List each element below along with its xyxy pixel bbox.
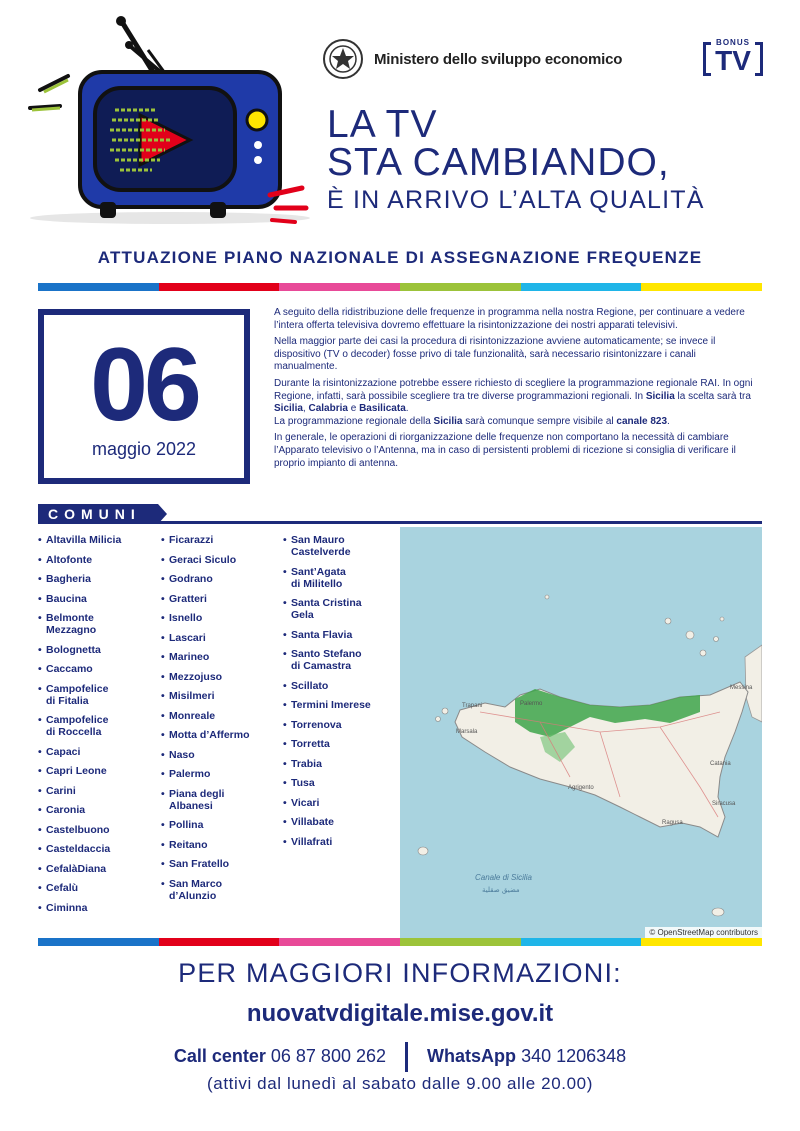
map-label-siracusa: Siracusa <box>712 801 736 807</box>
comune-item: • Sant’Agata di Militello <box>283 565 346 590</box>
bonus-tv-logo <box>703 38 763 78</box>
map-label-trapani: Trapani <box>462 703 483 709</box>
comune-item: • Bolognetta <box>38 643 101 656</box>
date-month-year: maggio 2022 <box>91 439 197 459</box>
comune-item: • Termini Imerese <box>283 699 371 711</box>
comune-item: • Altavilla Milicia <box>38 534 122 546</box>
comune-item: • Carini <box>38 784 76 797</box>
intro-paragraph-4: In generale, le operazioni di riorganizzazione delle frequenze non comportano la necessità di cambiare l’Apparato televisivo o l’Antenna, ma in caso di persistenti problemi di ricezione si consiglia di verificare il proprio impianto di antenna. <box>274 432 736 469</box>
comune-item: • Caronia <box>38 804 86 816</box>
comune-item: • Altofonte <box>38 553 93 566</box>
comune-item: • Campofelice di Roccella <box>38 714 109 738</box>
map-label-marsala: Marsala <box>456 729 478 735</box>
comune-item: • Capri Leone <box>38 765 107 777</box>
map-attribution: © OpenStreetMap contributors <box>645 927 762 938</box>
comune-item: • Isnello <box>161 612 203 624</box>
contacts-line <box>0 1042 800 1072</box>
whatsapp-label: WhatsApp <box>427 1045 517 1066</box>
comune-item: • Geraci Siculo <box>161 553 237 566</box>
comune-item: • Campofelice di Fitalia <box>38 682 109 707</box>
comune-item: • Scillato <box>283 679 329 692</box>
ministry-logo <box>322 38 622 80</box>
comune-item: • San Fratello <box>161 858 230 870</box>
comuni-title: COMUNI <box>38 504 158 524</box>
comune-item: • Naso <box>161 748 195 761</box>
comune-item: • Monreale <box>161 709 216 722</box>
callcenter-number[interactable]: 06 87 800 262 <box>270 1045 387 1066</box>
comune-item: • Bagheria <box>38 573 91 585</box>
callcenter-label: Call center <box>173 1045 266 1066</box>
comune-item: • CefalàDiana <box>38 862 107 875</box>
separator <box>405 1042 408 1072</box>
map-label-catania: Catania <box>710 761 731 767</box>
comune-item: • Trabia <box>283 757 322 770</box>
comune-item: • Gratteri <box>161 592 207 605</box>
map-label-palermo: Palermo <box>520 701 543 707</box>
comune-item: • Marineo <box>161 651 210 663</box>
intro-paragraph-3: Durante la risintonizzazione potrebbe essere richiesto di scegliere la programmazione regionale RAI. In ogni Regione, infatti, sarà possibile scegliere tra tre diverse programmazioni regionali. In Sicilia la scelta sarà tra Sicilia, Calabria e Basilicata. La programmazione regionale della Sicilia sarà comunque sempre visibile al canale 823. <box>274 377 753 427</box>
more-info-heading: PER MAGGIORI INFORMAZIONI: <box>178 958 622 988</box>
intro-paragraph-2: Nella maggior parte dei casi la procedura di risintonizzazione avviene automaticamente; se invece il dispositivo (TV o decoder) fosse privo di tale funzionalità, sarà necessario risintonizzare i canali manualmente. <box>274 336 716 373</box>
comune-item: • Vicari <box>283 796 320 809</box>
comune-item: • Reitano <box>161 838 208 851</box>
comune-item: • Ficarazzi <box>161 534 214 546</box>
comune-item: • Tusa <box>283 777 315 789</box>
comune-item: • San Marco d’Alunzio <box>161 877 223 902</box>
color-bar-top <box>38 283 762 291</box>
comune-item: • Motta d’Affermo <box>161 729 250 741</box>
comune-item: • Torrenova <box>283 718 342 731</box>
map-label-agrigento: Agrigento <box>568 785 594 791</box>
ministry-name: Ministero dello sviluppo economico <box>374 50 623 68</box>
comune-item: • Misilmeri <box>161 690 215 702</box>
comune-item: • Palermo <box>161 768 211 780</box>
comune-item: • Villabate <box>283 816 334 828</box>
comuni-header <box>38 504 762 524</box>
republic-emblem-icon <box>322 38 364 80</box>
map-label-ragusa: Ragusa <box>662 820 683 826</box>
bonus-label: BONUS <box>716 38 750 47</box>
comune-item: • Piana degli Albanesi <box>161 787 225 812</box>
headline-line-3: È IN ARRIVO L’ALTA QUALITÀ <box>327 186 705 214</box>
service-hours: (attivi dal lunedì al sabato dalle 9.00 alle 20.00) <box>207 1074 593 1093</box>
comune-item: • Cefalù <box>38 882 79 894</box>
sicily-map-graphic <box>400 527 762 938</box>
map-label-messina: Messina <box>730 685 753 691</box>
sicily-map <box>400 527 762 938</box>
intro-text <box>274 307 762 474</box>
headline-line-1: LA TV <box>327 103 438 146</box>
comune-item: • Baucina <box>38 592 87 605</box>
comune-item: • Belmonte Mezzagno <box>38 612 97 636</box>
date-day: 06 <box>90 327 198 443</box>
comune-item: • Pollina <box>161 819 204 831</box>
headline <box>327 103 705 216</box>
map-sea-label: Canale di Sicilia <box>475 873 532 882</box>
comune-item: • Villafrati <box>283 835 333 848</box>
comune-item: • Caccamo <box>38 663 93 675</box>
comune-item: • Godrano <box>161 573 213 585</box>
whatsapp-number[interactable]: 340 1206348 <box>521 1045 627 1066</box>
comune-item: • Santo Stefano di Camastra <box>283 648 362 672</box>
comune-item: • Santa Cristina Gela <box>283 597 362 621</box>
date-box <box>38 309 250 484</box>
comune-item: • Lascari <box>161 631 206 644</box>
comune-item: • Casteldaccia <box>38 843 111 855</box>
intro-paragraph-1: A seguito della ridistribuzione delle frequenze in programma nella nostra Regione, per continuare a vedere l’intera offerta televisiva dovremo effettuare la risintonizzazione dei nostri apparati televisivi. <box>274 307 745 331</box>
comune-item: • Santa Flavia <box>283 628 353 641</box>
website-link[interactable]: nuovatvdigitale.mise.gov.it <box>246 1000 554 1027</box>
comune-item: • Ciminna <box>38 901 88 914</box>
comune-item: • Capaci <box>38 745 81 758</box>
headline-line-2: STA CAMBIANDO, <box>327 141 670 184</box>
tv-illustration <box>20 10 320 225</box>
tv-label: TV <box>715 45 751 76</box>
subtitle: ATTUAZIONE PIANO NAZIONALE DI ASSEGNAZIONE FREQUENZE <box>97 248 703 267</box>
comune-item: • Torretta <box>283 738 330 750</box>
color-bar-bottom <box>38 938 762 946</box>
comune-item: • Mezzojuso <box>161 670 223 683</box>
map-sea-label-arabic: مضيق صقلية <box>482 886 520 894</box>
comune-item: • Castelbuono <box>38 823 110 836</box>
comune-item: • San Mauro Castelverde <box>283 534 351 558</box>
